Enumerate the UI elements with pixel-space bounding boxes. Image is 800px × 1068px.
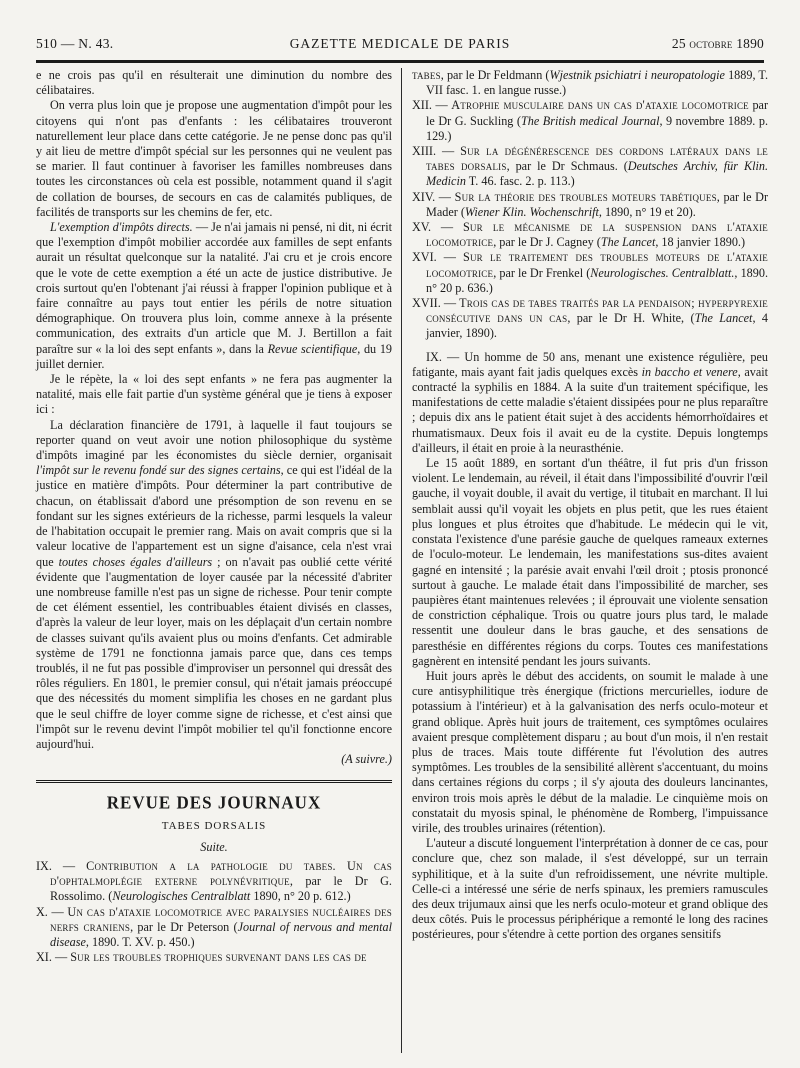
- reference-number: XIII.: [412, 144, 437, 159]
- emphasis: l'impôt sur le revenu fondé sur des signes certains: [36, 463, 281, 478]
- emphasis: toutes choses égales d'ailleurs: [58, 554, 213, 569]
- reference-item: XIV. — Sur la théorie des troubles moteurs tabétiques, par le Dr Mader (Wiener Klin. Wochenschrift, 1890, n° 19 et 20).: [412, 189, 769, 219]
- reference-title: Sur les troubles trophiques survenant dans les cas de: [70, 950, 367, 965]
- reference-details: , 1890, n° 19 et 20).: [598, 204, 696, 219]
- reference-title: Sur la dégénérescence des cordons latéraux dans le tabes dorsalis: [426, 144, 768, 174]
- reference-details: 1889, T. VII fasc. 1. en langue russe.): [426, 68, 768, 98]
- paragraph-text: , du 19 juillet dernier.: [36, 341, 392, 371]
- issue-date: 25 octobre 1890: [671, 36, 764, 51]
- paragraph: e ne crois pas qu'il en résulterait une diminution du nombre des célibataires.: [36, 68, 392, 98]
- reference-number: X.: [36, 904, 48, 919]
- reference-title: Sur le mécanisme de la suspension dans l'ataxie locomotrice: [426, 220, 768, 250]
- reference-number: XVI.: [412, 250, 437, 265]
- reference-title: tabes: [412, 68, 441, 82]
- paragraph-text: Un homme de 50 ans, menant une existence régulière, peu fatigante, mais ayant fait jadis quelques excès: [412, 349, 768, 379]
- reference-author: , par le Dr Feldmann (: [440, 68, 550, 82]
- reference-author: , par le Dr Frenkel (: [493, 265, 591, 280]
- paragraph: [36, 418, 392, 752]
- reference-details: , 18 janvier 1890.): [655, 235, 746, 250]
- section-separator: [36, 780, 392, 785]
- emphasis: in baccho et venere: [641, 364, 738, 379]
- paragraph: Huit jours après le début des accidents, on soumit le malade à une cure antisyphilitique très énergique (frictions mercurielles, iodure de potassium à l'intérieur) et à la galvanisation des nerfs oculo-moteur et grand oblique. Après huit jours de traitement, ces symptômes oculaires avaient presque complètement disparu ; au bout d'un mois, il n'en restait plus de traces. Mais toute différente fut l'évolution des autres symptômes. Les troubles de la sensibilité allèrent s'accentuant, du moins dans certaines régions du corps ; il s'y ajouta des douleurs lancinantes, environ trois mois après le début de la maladie. Le cinquième mois on constatait du myosis spinal, le phénomène de Romberg, l'impuissance virile, des troubles urinaires (rétention).: [412, 668, 768, 835]
- column-divider: [401, 68, 402, 1053]
- right-column: [412, 68, 768, 943]
- reference-journal: Neurologisches Centralblatt: [112, 889, 251, 904]
- reference-item: XVI. — Sur le traitement des troubles moteurs de l'ataxie locomotrice, par le Dr Frenkel (Neurologisches. Centralblatt., 1890. n° 20 p. 636.): [412, 250, 768, 295]
- reference-details: , 1890. n° 20 p. 636.): [426, 265, 768, 295]
- paragraph-lead: L'exemption d'impôts directs.: [50, 220, 193, 235]
- paragraph: Le 15 août 1889, en sortant d'un théâtre, il fut pris d'un frisson violent. Le lendemain, au réveil, il était dans l'impossibilité d'ouvrir l'œil gauche, il voyait double, il avait du vertige, il titubait en marchant. Il lui semblait aussi qu'il voyait les objets en plus petit, que les rues étaient plus longues et plus étroites que d'habitude. Le médecin qui le vit, constata l'existence d'une parésie gauche de quelques rameaux externes de l'oculo-moteur. Le lendemain, les manifestations sus-dites avaient gagné en intensité ; la parésie avait envahi l'œil droit ; ptosis prononcé surtout à gauche. Le malade était dans l'impossibilité de marcher, ses paupières étant maintenues relevées ; il éprouvait une violente sensation de constriction céphalique. Trois ou quatre jours plus tard, le malade ressentit une douleur dans le bras gauche, et des sensations de paresthésie en différentes régions du corps. Toutes ces manifestations gagnèrent en intensité pendant les jours suivants.: [412, 456, 768, 668]
- subsection-title: TABES DORSALIS: [161, 819, 267, 832]
- reference-details: , 1890. T. XV. p. 450.): [85, 934, 195, 949]
- paragraph-text: , ce qui est l'idéal de la justice en matière d'impôts. Pour déterminer la part contributive de chacun, on établissait d'abord une présomption de son revenu en se fondant sur les signes extérieurs de la richesse, parmi lesquels la valeur de l'habitation occupait le premier rang. Mais on avait compris que si la valeur locative de l'appartement est un signe d'aisance, cela n'est vrai que: [36, 463, 392, 569]
- spacer: [412, 342, 768, 350]
- header-rule: [36, 60, 764, 63]
- reference-details: 1890, n° 20 p. 612.): [250, 889, 351, 904]
- reference-number: XI.: [36, 950, 52, 965]
- reference-item: XIII. — Sur la dégénérescence des cordons latéraux dans le tabes dorsalis, par le Dr Schmaus. (Deutsches Archiv, für Klin. Medicin T. 46. fasc. 2. p. 113.): [412, 144, 768, 189]
- section-title: REVUE DES JOURNAUX: [106, 792, 322, 813]
- reference-details: T. 46. fasc. 2. p. 113.): [465, 174, 575, 189]
- paragraph-text: ; on n'avait pas oublié cette vérité évidente que l'augmentation de loyer causée par la nécessité d'abriter une nombreuse famille n'est pas un signe de richesse. Pour tenir compte de cet élément essentiel, les contribuables étaient divisés en classes, d'après la valeur de leur loyer, mais on les déplaçait d'un certain nombre de classes suivant qu'ils avaient plus ou moins d'enfants. Cet admirable système de 1791 ne fonctionna jamais parce que, dans ces temps troublés, il ne fut pas possible d'improviser un personnel qui dressât des rôles réguliers. En 1801, le premier consul, qui n'était jamais préoccupé que des nécessités du moment simplifia les choses en ne gardant plus que le seul chiffre de loyer comme signe de richesse, et c'est ainsi que l'impôt sur le revenu devint l'impôt mobilier tel qu'il fonctionne encore aujourd'hui.: [36, 554, 392, 751]
- reference-number: XII.: [412, 98, 432, 113]
- reference-journal: Journal of nervous and mental disease: [50, 919, 392, 949]
- paragraph-text: — Je n'ai jamais ni pensé, ni dit, ni écrit que l'exemption d'impôt mobilier accordée aux familles de sept enfants aurait un résultat quelconque sur la natalité. J'ai cru et je crois encore que le vote de cette exemption a été un acte de justice distributive. Je crois surtout qu'en l'obtenant j'ai réussi à frapper l'opinion publique et à faire connaître au pays tout entier les périls de notre situation démographique. On trouvera plus loin, comme annexe à la présente communication, des extraits d'un article que M. J. Bertillon a fait paraître sur « la loi des sept enfants », dans la: [36, 220, 393, 356]
- reference-author: , par le Dr G. Rossolimo. (: [50, 874, 392, 904]
- paragraph: On verra plus loin que je propose une augmentation d'impôt pour les citoyens qui n'ont pas d'enfants : les célibataires trouveront naturellement leur place dans cette catégorie. Je ne pense donc pas qu'il y ait lieu de mettre d'impôt spécial sur les personnes qui ne veulent pas se marier. Il faut continuer à favoriser les familles nombreuses dans toutes les circonstances où cela est possible, notamment quand il s'agit de collation de bourses, de secours en cas de calamités publiques, de facilités de transports sur les chemins de fer, etc.: [36, 98, 392, 219]
- reference-details: , 4 janvier, 1890).: [426, 311, 769, 341]
- journal-title: GAZETTE MEDICALE DE PARIS: [289, 36, 511, 51]
- reference-number: XIV.: [412, 189, 436, 204]
- reference-item: [412, 68, 768, 98]
- reference-journal: Wiener Klin. Wochenschrift: [464, 204, 599, 219]
- reference-number: IX.: [36, 858, 52, 873]
- reference-item: IX. — Contribution a la pathologie du tabes. Un cas d'ophtalmoplégie externe polynévritique, par le Dr G. Rossolimo. (Neurologisches Centralblatt 1890, n° 20 p. 612.): [36, 858, 392, 904]
- to-be-continued: (A suivre.): [341, 752, 392, 767]
- reference-journal: The British medical Journal: [520, 113, 660, 128]
- reference-item: XVII. — Trois cas de tabes traités par la pendaison; hyperpyrexie consécutive dans un cas, par le Dr H. White, (The Lancet, 4 janvier, 1890).: [412, 296, 769, 341]
- paragraph-text: La déclaration financière de 1791, à laquelle il faut toujours se reporter quand on veut avoir une notion philosophique du système d'impôts imaginé par les économistes du siècle dernier, organisait: [36, 417, 392, 463]
- reference-item: XI. — Sur les troubles trophiques survenant dans les cas de: [36, 950, 367, 965]
- page-number: 510 — N. 43.: [36, 36, 114, 51]
- journal-name: Revue scientifique: [267, 341, 358, 356]
- reference-item: XV. — Sur le mécanisme de la suspension dans l'ataxie locomotrice, par le Dr J. Cagney (The Lancet, 18 janvier 1890.): [412, 220, 768, 250]
- reference-title: Contribution a la pathologie du tabes. Un cas d'ophtalmoplégie externe polynévritique: [50, 858, 392, 889]
- reference-author: , par le Dr H. White, (: [567, 311, 695, 326]
- reference-number: XVII.: [412, 296, 441, 311]
- page-header: [36, 36, 764, 56]
- reference-title: Sur la théorie des troubles moteurs tabétiques: [454, 189, 717, 204]
- paragraph: L'auteur a discuté longuement l'interprétation à donner de ce cas, pour conclure que, chez son malade, il s'est développé, sur un terrain syphilitique, et à la suite d'un refroidissement, une névrite multiple. Celle-ci a intéressé une série de nerfs spinaux, les premiers ramuscules des deux trijumaux ainsi que les nerfs oculo-moteur et grand oblique des deux côtés. Puis le processus périphérique a remonté le long des racines postérieures, pour s'étendre à cette portion des organes sensitifs: [412, 836, 768, 942]
- reference-author: , par le Dr Schmaus. (: [506, 159, 628, 174]
- suite-label: Suite.: [200, 839, 228, 854]
- reference-journal: The Lancet: [600, 235, 656, 250]
- paragraph: [36, 220, 392, 372]
- reference-title: Sur le traitement des troubles moteurs de l'ataxie locomotrice: [426, 250, 768, 280]
- reference-journal: Wjestnik psichiatri i neuropatologie: [549, 68, 725, 82]
- reference-journal: Neurologisches. Centralblatt.: [590, 265, 735, 280]
- reference-number: XV.: [412, 220, 432, 235]
- left-column: [36, 68, 392, 965]
- reference-item: XII. — Atrophie musculaire dans un cas d'ataxie locomotrice par le Dr G. Suckling (The British medical Journal, 9 novembre 1889. p. 129.): [412, 98, 769, 143]
- reference-journal: The Lancet: [694, 311, 753, 326]
- reference-author: par le Dr G. Suckling (: [426, 98, 769, 128]
- reference-author: , par le Dr J. Cagney (: [493, 235, 601, 250]
- paragraph: Je le répète, la « loi des sept enfants » ne fera pas augmenter la natalité, mais elle fait partie d'un système général que je tiens à exposer ici :: [36, 372, 392, 417]
- reference-title: Un cas d'ataxie locomotrice avec paralysies nucléaires des nerfs craniens: [50, 904, 393, 934]
- reference-author: , par le Dr Mader (: [426, 189, 769, 219]
- paragraph-text: , avait contracté la syphilis en 1884. A la suite d'un traitement spécifique, les manifestations de cette maladie s'étaient dissipées pour ne plus reparaître ; depuis dix ans le patient était sujet à des accidents hémorrhoïdaires et rhumatismaux. Deux fois il avait eu de la cystite. Depuis longtemps d'ailleurs, il était en proie à la neurasthénie.: [412, 364, 768, 455]
- reference-title: Trois cas de tabes traités par la pendaison; hyperpyrexie consécutive dans un cas: [426, 296, 768, 326]
- reference-item: X. — Un cas d'ataxie locomotrice avec paralysies nucléaires des nerfs craniens, par le Dr Peterson (Journal of nervous and mental disease, 1890. T. XV. p. 450.): [36, 904, 393, 949]
- case-number: IX. —: [426, 349, 465, 364]
- reference-author: , par le Dr Peterson (: [130, 919, 238, 934]
- reference-title: Atrophie musculaire dans un cas d'ataxie locomotrice: [451, 98, 749, 113]
- paragraph: [412, 350, 768, 456]
- reference-details: , 9 novembre 1889. p. 129.): [426, 113, 768, 143]
- reference-journal: Deutsches Archiv, für Klin. Medicin: [426, 159, 768, 189]
